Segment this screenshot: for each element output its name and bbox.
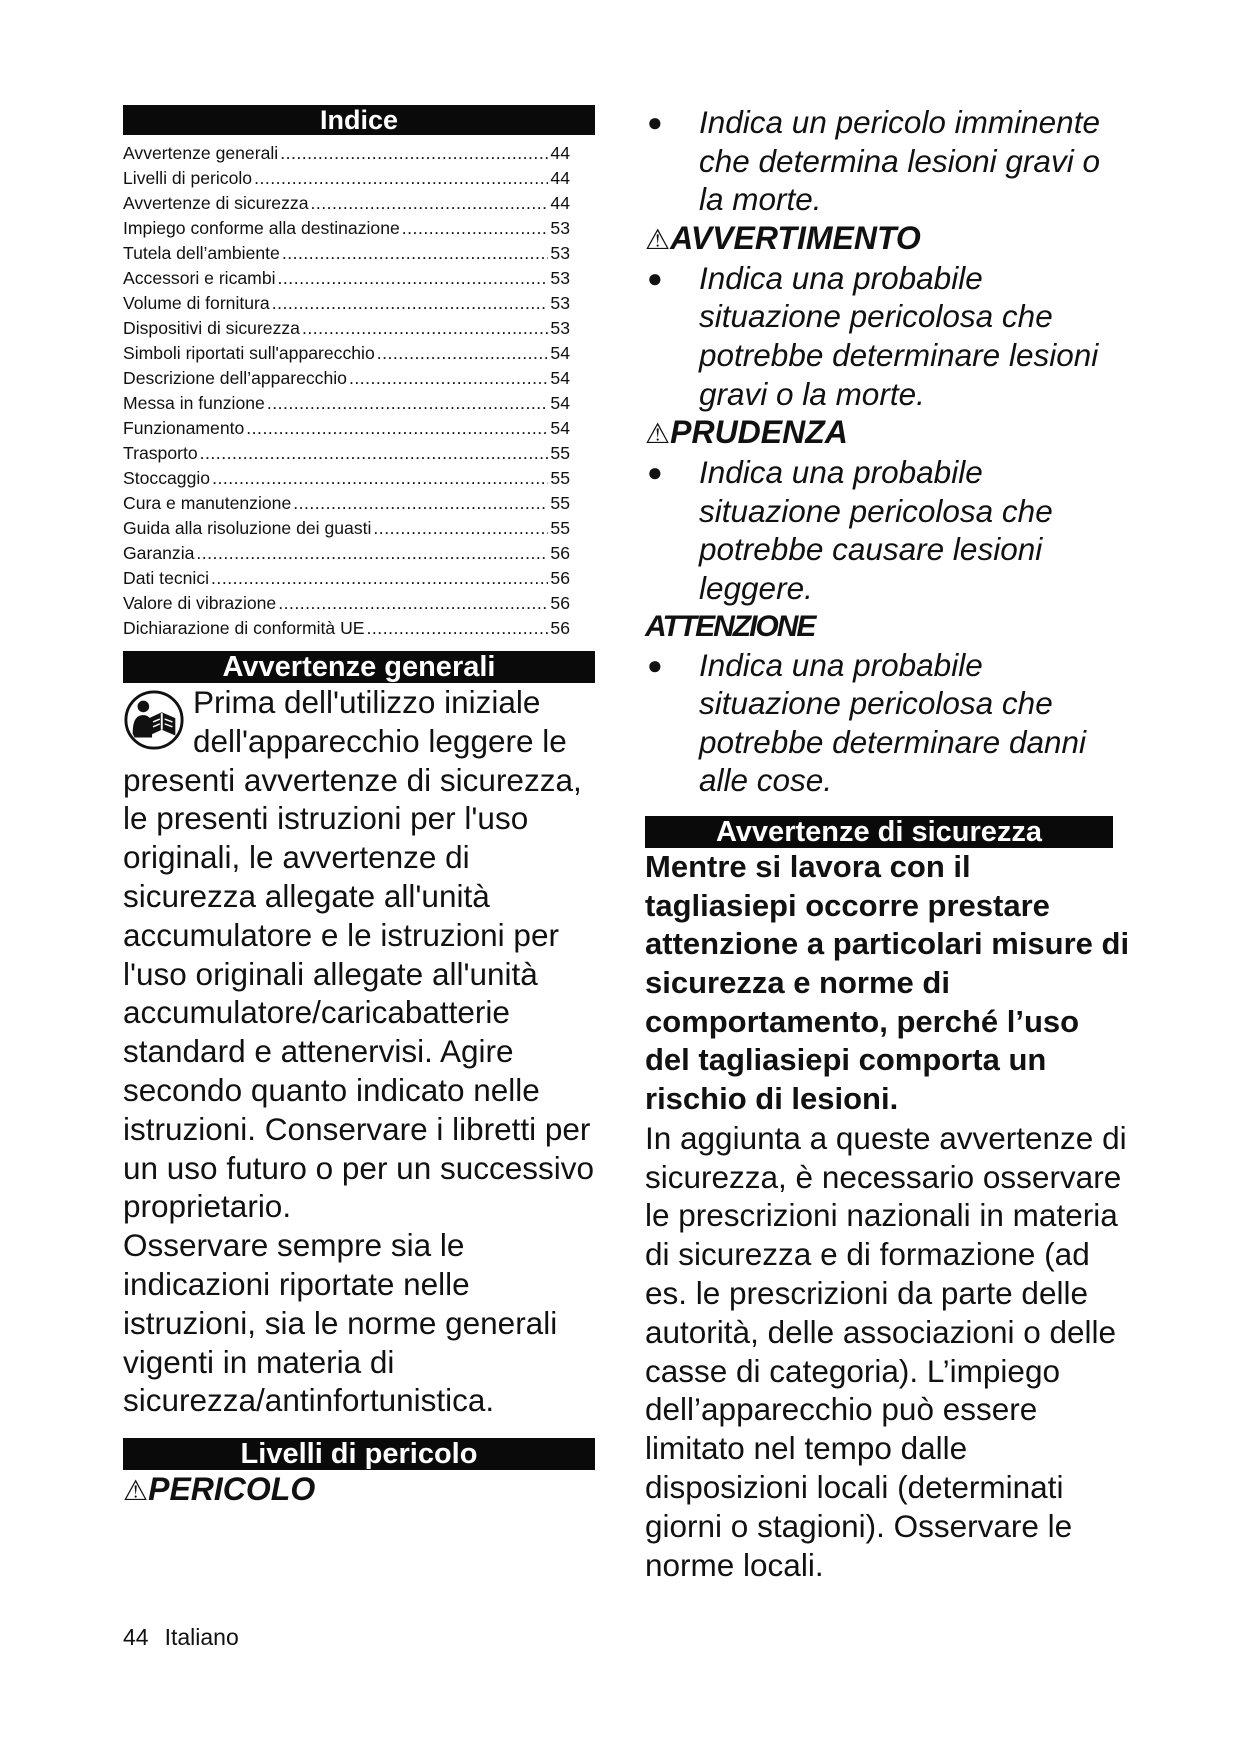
toc-leader-dots	[282, 241, 549, 266]
toc-entry-page: 55	[550, 518, 570, 538]
toc-entry-page: 55	[550, 468, 570, 488]
bullet-icon: ●	[647, 262, 663, 293]
toc-entry-label: Dichiarazione di conformità UE	[123, 618, 365, 638]
toc-entry-label: Dati tecnici	[123, 568, 210, 588]
toc-entry-label: Impiego conforme alla destinazione	[123, 218, 400, 238]
toc-entry-page: 54	[550, 343, 570, 363]
toc-entry-label: Cura e manutenzione	[123, 493, 292, 513]
bullet-icon: ●	[647, 107, 663, 137]
general-warnings-paragraph-1: Prima dell'utilizzo iniziale dell'apparecchio leggere le presenti avvertenze di sicurezza, le presenti istruzioni per l'uso originali, le avvertenze di sicurezza allegate all'unità accumulatore e le istruzioni per l'uso originali allegate all'unità accumulatore/caricabatterie standard e attenervisi. Agire secondo quanto indicato nelle istruzioni. Conservare i libretti per un uso futuro o per un successivo proprietario.	[123, 684, 595, 1225]
toc-entry	[123, 566, 570, 591]
toc-leader-dots	[373, 516, 548, 541]
toc-entry	[123, 291, 570, 316]
general-warnings-intro	[123, 683, 595, 1226]
attention-description: ● Indica una probabile situazione pericolosa che potrebbe determinare danni alle cose.	[647, 646, 1087, 799]
toc-entry-page: 44	[550, 143, 570, 163]
warning-description: ● Indica una probabile situazione pericolosa che potrebbe determinare lesioni gravi o la morte.	[647, 259, 1099, 412]
left-column	[123, 105, 595, 1510]
danger-label: ⚠PERICOLO	[123, 1471, 316, 1508]
toc-entry	[123, 516, 570, 541]
toc-entry-label: Avvertenze generali	[123, 143, 279, 163]
toc-entry-page: 44	[550, 168, 570, 188]
toc-entry-label: Garanzia	[123, 543, 195, 563]
toc-entry-page: 44	[550, 193, 570, 213]
toc-leader-dots	[302, 316, 548, 341]
toc-title: Indice	[123, 105, 595, 135]
toc-entry-page: 53	[550, 268, 570, 288]
safety-paragraph: In aggiunta a queste avvertenze di sicurezza, è necessario osservare le prescrizioni nazionali in materia di sicurezza e di formazione (ad es. le prescrizioni da parte delle autorità, delle associazioni o delle casse di categoria). L’impiego dell’apparecchio può essere limitato nel tempo dalle disposizioni locali (determinati giorni o stagioni). Osservare le norme locali.	[645, 1119, 1127, 1583]
bullet-icon: ●	[647, 457, 663, 488]
toc-leader-dots	[402, 216, 549, 241]
toc-leader-dots	[349, 366, 548, 391]
toc-entry	[123, 341, 570, 366]
toc-entry-page: 56	[550, 568, 570, 588]
toc-entry-label: Descrizione dell’apparecchio	[123, 368, 347, 388]
footer-language: Italiano	[164, 1624, 239, 1650]
toc-entry	[123, 316, 570, 341]
toc-entry-label: Funzionamento	[123, 418, 245, 438]
toc-leader-dots	[278, 266, 549, 291]
toc-entry-page: 56	[550, 593, 570, 613]
toc-entry-label: Volume di fornitura	[123, 293, 270, 313]
warning-triangle-icon: ⚠	[645, 223, 671, 255]
toc-entry-label: Tutela dell’ambiente	[123, 243, 280, 263]
toc-entry	[123, 241, 570, 266]
toc-entry-label: Avvertenze di sicurezza	[123, 193, 309, 213]
toc-entry	[123, 616, 570, 641]
toc-leader-dots	[200, 441, 549, 466]
attention-label: ATTENZIONE	[645, 609, 815, 643]
toc-entry	[123, 466, 570, 491]
page-footer	[123, 1624, 239, 1651]
toc-leader-dots	[246, 416, 548, 441]
toc-entry	[123, 591, 570, 616]
toc-entry	[123, 216, 570, 241]
toc-leader-dots	[211, 566, 548, 591]
toc-entry	[123, 191, 570, 216]
toc-leader-dots	[212, 466, 548, 491]
toc-entry-page: 54	[550, 418, 570, 438]
toc-leader-dots	[254, 166, 548, 191]
toc-entry-page: 53	[550, 318, 570, 338]
toc-entry-page: 54	[550, 393, 570, 413]
toc-entry	[123, 491, 570, 516]
toc-entry-label: Valore di vibrazione	[123, 593, 277, 613]
toc-leader-dots	[367, 616, 549, 641]
toc-entry-label: Dispositivi di sicurezza	[123, 318, 300, 338]
toc-entry-label: Trasporto	[123, 443, 198, 463]
toc-entry	[123, 391, 570, 416]
toc-entry	[123, 416, 570, 441]
toc-entry-label: Livelli di pericolo	[123, 168, 253, 188]
toc-leader-dots	[196, 541, 548, 566]
toc-entry-label: Messa in funzione	[123, 393, 265, 413]
toc-entry	[123, 366, 570, 391]
toc-entry-page: 56	[550, 543, 570, 563]
danger-description: ● Indica un pericolo imminente che determina lesioni gravi o la morte.	[647, 104, 1100, 218]
toc-leader-dots	[272, 291, 549, 316]
right-column	[645, 103, 1130, 1584]
toc-entry-page: 56	[550, 618, 570, 638]
safety-warnings-heading: Avvertenze di sicurezza	[645, 816, 1113, 848]
toc-entry-page: 53	[550, 218, 570, 238]
toc-leader-dots	[278, 591, 548, 616]
danger-levels-heading: Livelli di pericolo	[123, 1438, 595, 1470]
toc-entry-label: Accessori e ricambi	[123, 268, 276, 288]
toc-entry-page: 54	[550, 368, 570, 388]
safety-bold-intro: Mentre si lavora con il tagliasiepi occorre prestare attenzione a particolari misure di sicurezza e norme di comportamento, perché l’uso del tagliasiepi comporta un rischio di lesioni.	[645, 848, 1130, 1117]
toc-entry	[123, 441, 570, 466]
warning-triangle-icon: ⚠	[123, 1475, 149, 1507]
toc-entry	[123, 166, 570, 191]
caution-label: ⚠PRUDENZA	[645, 414, 848, 451]
page-number: 44	[123, 1624, 149, 1650]
toc-entry	[123, 266, 570, 291]
toc-entry-label: Guida alla risoluzione dei guasti	[123, 518, 372, 538]
toc-entry-label: Stoccaggio	[123, 468, 211, 488]
caution-description: ● Indica una probabile situazione pericolosa che potrebbe causare lesioni leggere.	[647, 454, 1053, 606]
toc-leader-dots	[310, 191, 548, 216]
warning-triangle-icon: ⚠	[645, 418, 671, 450]
general-warnings-paragraph-2: Osservare sempre sia le indicazioni riportate nelle istruzioni, sia le norme generali vigenti in materia di sicurezza/antinfortunistica.	[123, 1227, 558, 1419]
toc-entry-page: 55	[550, 443, 570, 463]
toc-entry-page: 53	[550, 293, 570, 313]
toc-entry-page: 53	[550, 243, 570, 263]
warning-label: ⚠AVVERTIMENTO	[645, 219, 921, 256]
general-warnings-heading: Avvertenze generali	[123, 651, 595, 683]
toc-entry-page: 55	[550, 493, 570, 513]
toc-entry-label: Simboli riportati sull'apparecchio	[123, 343, 375, 363]
toc-leader-dots	[280, 141, 548, 166]
toc-entry	[123, 541, 570, 566]
toc-entry	[123, 141, 570, 166]
bullet-icon: ●	[647, 649, 663, 680]
toc-leader-dots	[377, 341, 549, 366]
toc-leader-dots	[293, 491, 548, 516]
read-manual-icon	[123, 689, 185, 751]
toc-leader-dots	[267, 391, 549, 416]
table-of-contents	[123, 141, 595, 641]
